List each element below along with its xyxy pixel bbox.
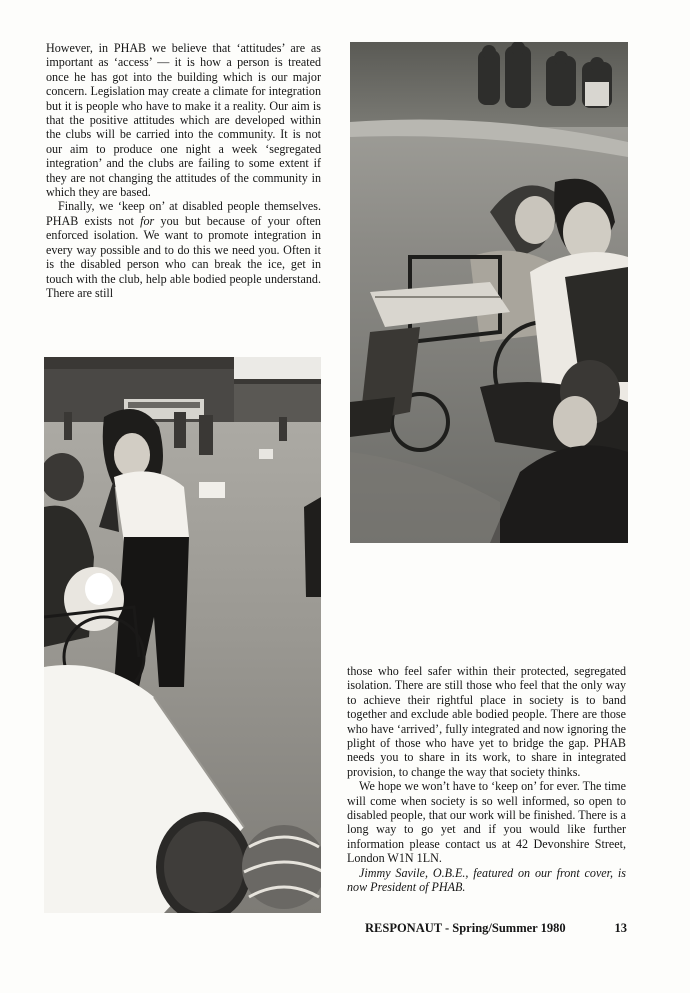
photo-outdoor-games-image (44, 357, 321, 913)
photo-wheelchair-group-image (350, 42, 628, 543)
publication-title: RESPONAUT - Spring/Summer 1980 (365, 921, 566, 935)
signature-note: Jimmy Savile, O.B.E., featured on our front cover, is now President of PHAB. (347, 865, 626, 895)
article-left-column (46, 41, 321, 300)
paragraph-still-those: those who feel safer within their protected, segregated isolation. There are still those who feel that the only way to achieve their rightful place in society is to band together and exclude able bodied people. There are those who have ‘arrived’, fully integrated and now ignoring the plight of those who have yet to bridge the gap. PHAB needs you to share in its work, to share in integrated provision, to change the way that society thinks. (347, 664, 626, 779)
photo-outdoor-games (44, 357, 321, 913)
paragraph-hope: We hope we won’t have to ‘keep on’ for ever. The time will come when society is so well informed, so open to disabled people, that our work will be finished. There is a long way to go yet and if you would like further information please contact us at 42 Devonshire Street, London W1N 1LN. (347, 779, 626, 866)
page-number: 13 (614, 921, 627, 935)
photo-wheelchair-group (350, 42, 628, 543)
paragraph-attitudes: However, in PHAB we believe that ‘attitudes’ are as important as ‘access’ — it is how a person is treated once he has got into the building which is our major concern. Legislation may create a climate for integration but it is people who have to make it a reality. Our aim is that the positive attitudes which are developed within the clubs will be carried into the community. It is not our aim to produce one night a week ‘segregated integration’ and the clubs are failing to some extent if they are not changing the attitudes of the community in which they are based. (46, 41, 321, 200)
paragraph-keep-on: Finally, we ‘keep on’ at disabled people themselves. PHAB exists not for you but because of your often enforced isolation. We want to promote integration in every way possible and to do this we need you. Often it is the disabled person who can break the ice, get in touch with the club, help able bodied people understand. There are still (46, 199, 321, 300)
article-right-column (347, 664, 626, 895)
page-footer (365, 921, 627, 936)
